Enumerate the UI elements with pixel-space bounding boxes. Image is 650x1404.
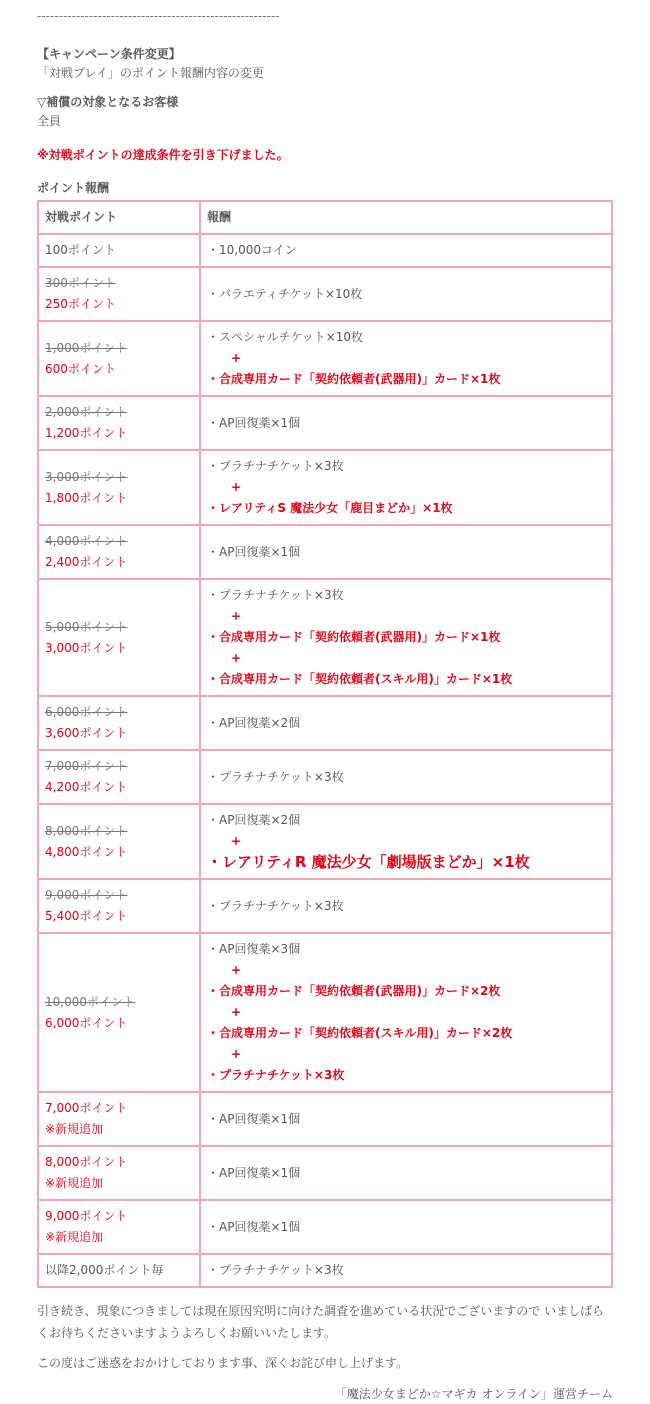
- table-row: [38, 933, 612, 1092]
- campaign-description: 「対戦プレイ」のポイント報酬内容の変更: [37, 66, 264, 80]
- points-cell: [38, 1146, 200, 1200]
- reward-item: ・スペシャルチケット×10枚: [207, 330, 364, 344]
- reward-cell: [200, 579, 612, 696]
- table-row: [38, 1146, 612, 1200]
- new-points: 以降2,000ポイント毎: [45, 1263, 164, 1277]
- reward-cell: [200, 396, 612, 450]
- reward-item: ・バラエティチケット×10枚: [207, 286, 363, 301]
- header-rewards: 報酬: [200, 201, 612, 234]
- new-points: 1,800ポイント: [45, 490, 128, 505]
- reward-cell: [200, 1146, 612, 1200]
- old-points: 3,000ポイント: [45, 469, 128, 484]
- table-row: [38, 804, 612, 879]
- plus-sign: +: [231, 480, 242, 494]
- reward-cell: [200, 750, 612, 804]
- old-points: 300ポイント: [45, 276, 116, 290]
- points-cell: [38, 267, 200, 321]
- table-row: [38, 1200, 612, 1254]
- table-body: [38, 234, 612, 1287]
- reward-item: ・レアリティS 魔法少女「鹿目まどか」×1枚: [207, 501, 453, 515]
- table-header-row: [38, 201, 612, 234]
- points-cell: [38, 750, 200, 804]
- reward-item: ・合成専用カード「契約依頼者(武器用)」カード×1枚: [207, 372, 501, 386]
- table-row: [38, 525, 612, 579]
- target-heading: ▽補償の対象となるお客様: [37, 95, 179, 109]
- table-row: [38, 879, 612, 933]
- new-points: 5,400ポイント: [45, 909, 128, 923]
- signature: 「魔法少女まどか☆マギカ オンライン」運営チーム: [334, 1387, 613, 1401]
- campaign-title: 【キャンペーン条件変更】: [37, 47, 181, 61]
- divider-line: --------------------------------------------------------: [37, 9, 280, 23]
- old-points: 2,000ポイント: [45, 405, 128, 419]
- old-points: 1,000ポイント: [45, 340, 128, 355]
- points-cell: [38, 396, 200, 450]
- reward-item: ・レアリティR 魔法少女「劇場版まどか」×1枚: [207, 853, 530, 871]
- reward-item: ・AP回復薬×3個: [207, 942, 301, 956]
- target-value: 全員: [37, 114, 62, 128]
- old-points: 10,000ポイント: [45, 994, 135, 1009]
- table-row: [38, 579, 612, 696]
- plus-sign: +: [231, 1047, 242, 1061]
- table-row: [38, 234, 612, 267]
- plus-sign: +: [231, 351, 242, 365]
- plus-sign: +: [231, 651, 242, 665]
- reward-cell: [200, 267, 612, 321]
- reward-item: ・プラチナチケット×3枚: [207, 459, 344, 473]
- rewards-table: [37, 200, 613, 1288]
- new-addition-note: ※新規追加: [45, 1122, 104, 1136]
- old-points: 9,000ポイント: [45, 888, 128, 902]
- old-points: 6,000ポイント: [45, 705, 128, 719]
- reward-cell: [200, 1200, 612, 1254]
- reward-item: ・合成専用カード「契約依頼者(武器用)」カード×2枚: [207, 984, 501, 998]
- reward-cell: [200, 450, 612, 525]
- points-cell: [38, 450, 200, 525]
- points-cell: [38, 321, 200, 396]
- old-points: 8,000ポイント: [45, 823, 128, 838]
- reward-item: ・プラチナチケット×3枚: [207, 588, 344, 602]
- reward-item: ・AP回復薬×2個: [207, 813, 301, 827]
- new-points: 1,200ポイント: [45, 426, 128, 440]
- reward-item: ・合成専用カード「契約依頼者(スキル用)」カード×1枚: [207, 672, 513, 686]
- table-row: [38, 1254, 612, 1287]
- old-points: 7,000ポイント: [45, 759, 128, 773]
- new-points: 3,000ポイント: [45, 640, 128, 655]
- footer-apology: この度はご迷惑をおかけしております事、深くお詫び申し上げます。: [37, 1356, 409, 1370]
- table-row: [38, 321, 612, 396]
- reward-item: ・合成専用カード「契約依頼者(スキル用)」カード×2枚: [207, 1026, 513, 1040]
- old-points: 5,000ポイント: [45, 619, 128, 634]
- points-cell: [38, 525, 200, 579]
- new-points: 4,200ポイント: [45, 780, 128, 794]
- new-points: 9,000ポイント: [45, 1209, 128, 1223]
- reward-cell: [200, 525, 612, 579]
- points-cell: [38, 879, 200, 933]
- new-points: 2,400ポイント: [45, 555, 128, 569]
- new-points: 4,800ポイント: [45, 844, 128, 859]
- new-points: 600ポイント: [45, 361, 116, 376]
- reward-cell: [200, 933, 612, 1092]
- header-points: 対戦ポイント: [38, 201, 200, 234]
- table-row: [38, 267, 612, 321]
- new-addition-note: ※新規追加: [45, 1176, 104, 1190]
- new-points: 250ポイント: [45, 297, 116, 311]
- table-row: [38, 396, 612, 450]
- reward-item: ・プラチナチケット×3枚: [207, 1068, 345, 1082]
- reward-item: ・プラチナチケット×3枚: [207, 769, 344, 784]
- reward-item: ・AP回復薬×1個: [207, 1111, 301, 1126]
- table-row: [38, 696, 612, 750]
- reward-item: ・AP回復薬×1個: [207, 1165, 301, 1180]
- points-cell: [38, 804, 200, 879]
- plus-sign: +: [231, 834, 242, 848]
- points-cell: [38, 933, 200, 1092]
- reward-item: ・10,000コイン: [207, 243, 297, 257]
- reward-item: ・プラチナチケット×3枚: [207, 1263, 344, 1277]
- reward-item: ・AP回復薬×2個: [207, 715, 301, 730]
- reward-cell: [200, 804, 612, 879]
- reward-cell: [200, 696, 612, 750]
- reward-item: ・AP回復薬×1個: [207, 415, 301, 430]
- old-points: 4,000ポイント: [45, 534, 128, 548]
- footer-body: 引き続き、現象につきましては現在原因究明に向けた調査を進めている状況でございますので いましばらくお待ちくださいますようよろしくお願いいたします。: [37, 1304, 605, 1340]
- table-row: [38, 450, 612, 525]
- reward-cell: [200, 321, 612, 396]
- table-row: [38, 750, 612, 804]
- reward-item: ・AP回復薬×1個: [207, 1219, 301, 1234]
- reward-cell: [200, 1092, 612, 1146]
- new-points: 7,000ポイント: [45, 1101, 128, 1115]
- reward-item: ・合成専用カード「契約依頼者(武器用)」カード×1枚: [207, 630, 501, 644]
- announcement: [37, 0, 613, 1404]
- points-cell: [38, 1254, 200, 1287]
- points-cell: [38, 234, 200, 267]
- points-cell: [38, 1200, 200, 1254]
- plus-sign: +: [231, 1005, 242, 1019]
- new-points: 3,600ポイント: [45, 726, 128, 740]
- notice-text: ※対戦ポイントの達成条件を引き下げました。: [37, 148, 289, 162]
- reward-item: ・プラチナチケット×3枚: [207, 898, 344, 913]
- reward-cell: [200, 234, 612, 267]
- reward-item: ・AP回復薬×1個: [207, 544, 301, 559]
- new-addition-note: ※新規追加: [45, 1230, 104, 1244]
- points-cell: [38, 579, 200, 696]
- points-cell: [38, 1092, 200, 1146]
- plus-sign: +: [231, 963, 242, 977]
- rewards-heading: ポイント報酬: [37, 181, 110, 195]
- plus-sign: +: [231, 609, 242, 623]
- new-points: 100ポイント: [45, 243, 116, 257]
- new-points: 8,000ポイント: [45, 1155, 128, 1169]
- table-row: [38, 1092, 612, 1146]
- reward-cell: [200, 879, 612, 933]
- new-points: 6,000ポイント: [45, 1015, 128, 1030]
- reward-cell: [200, 1254, 612, 1287]
- points-cell: [38, 696, 200, 750]
